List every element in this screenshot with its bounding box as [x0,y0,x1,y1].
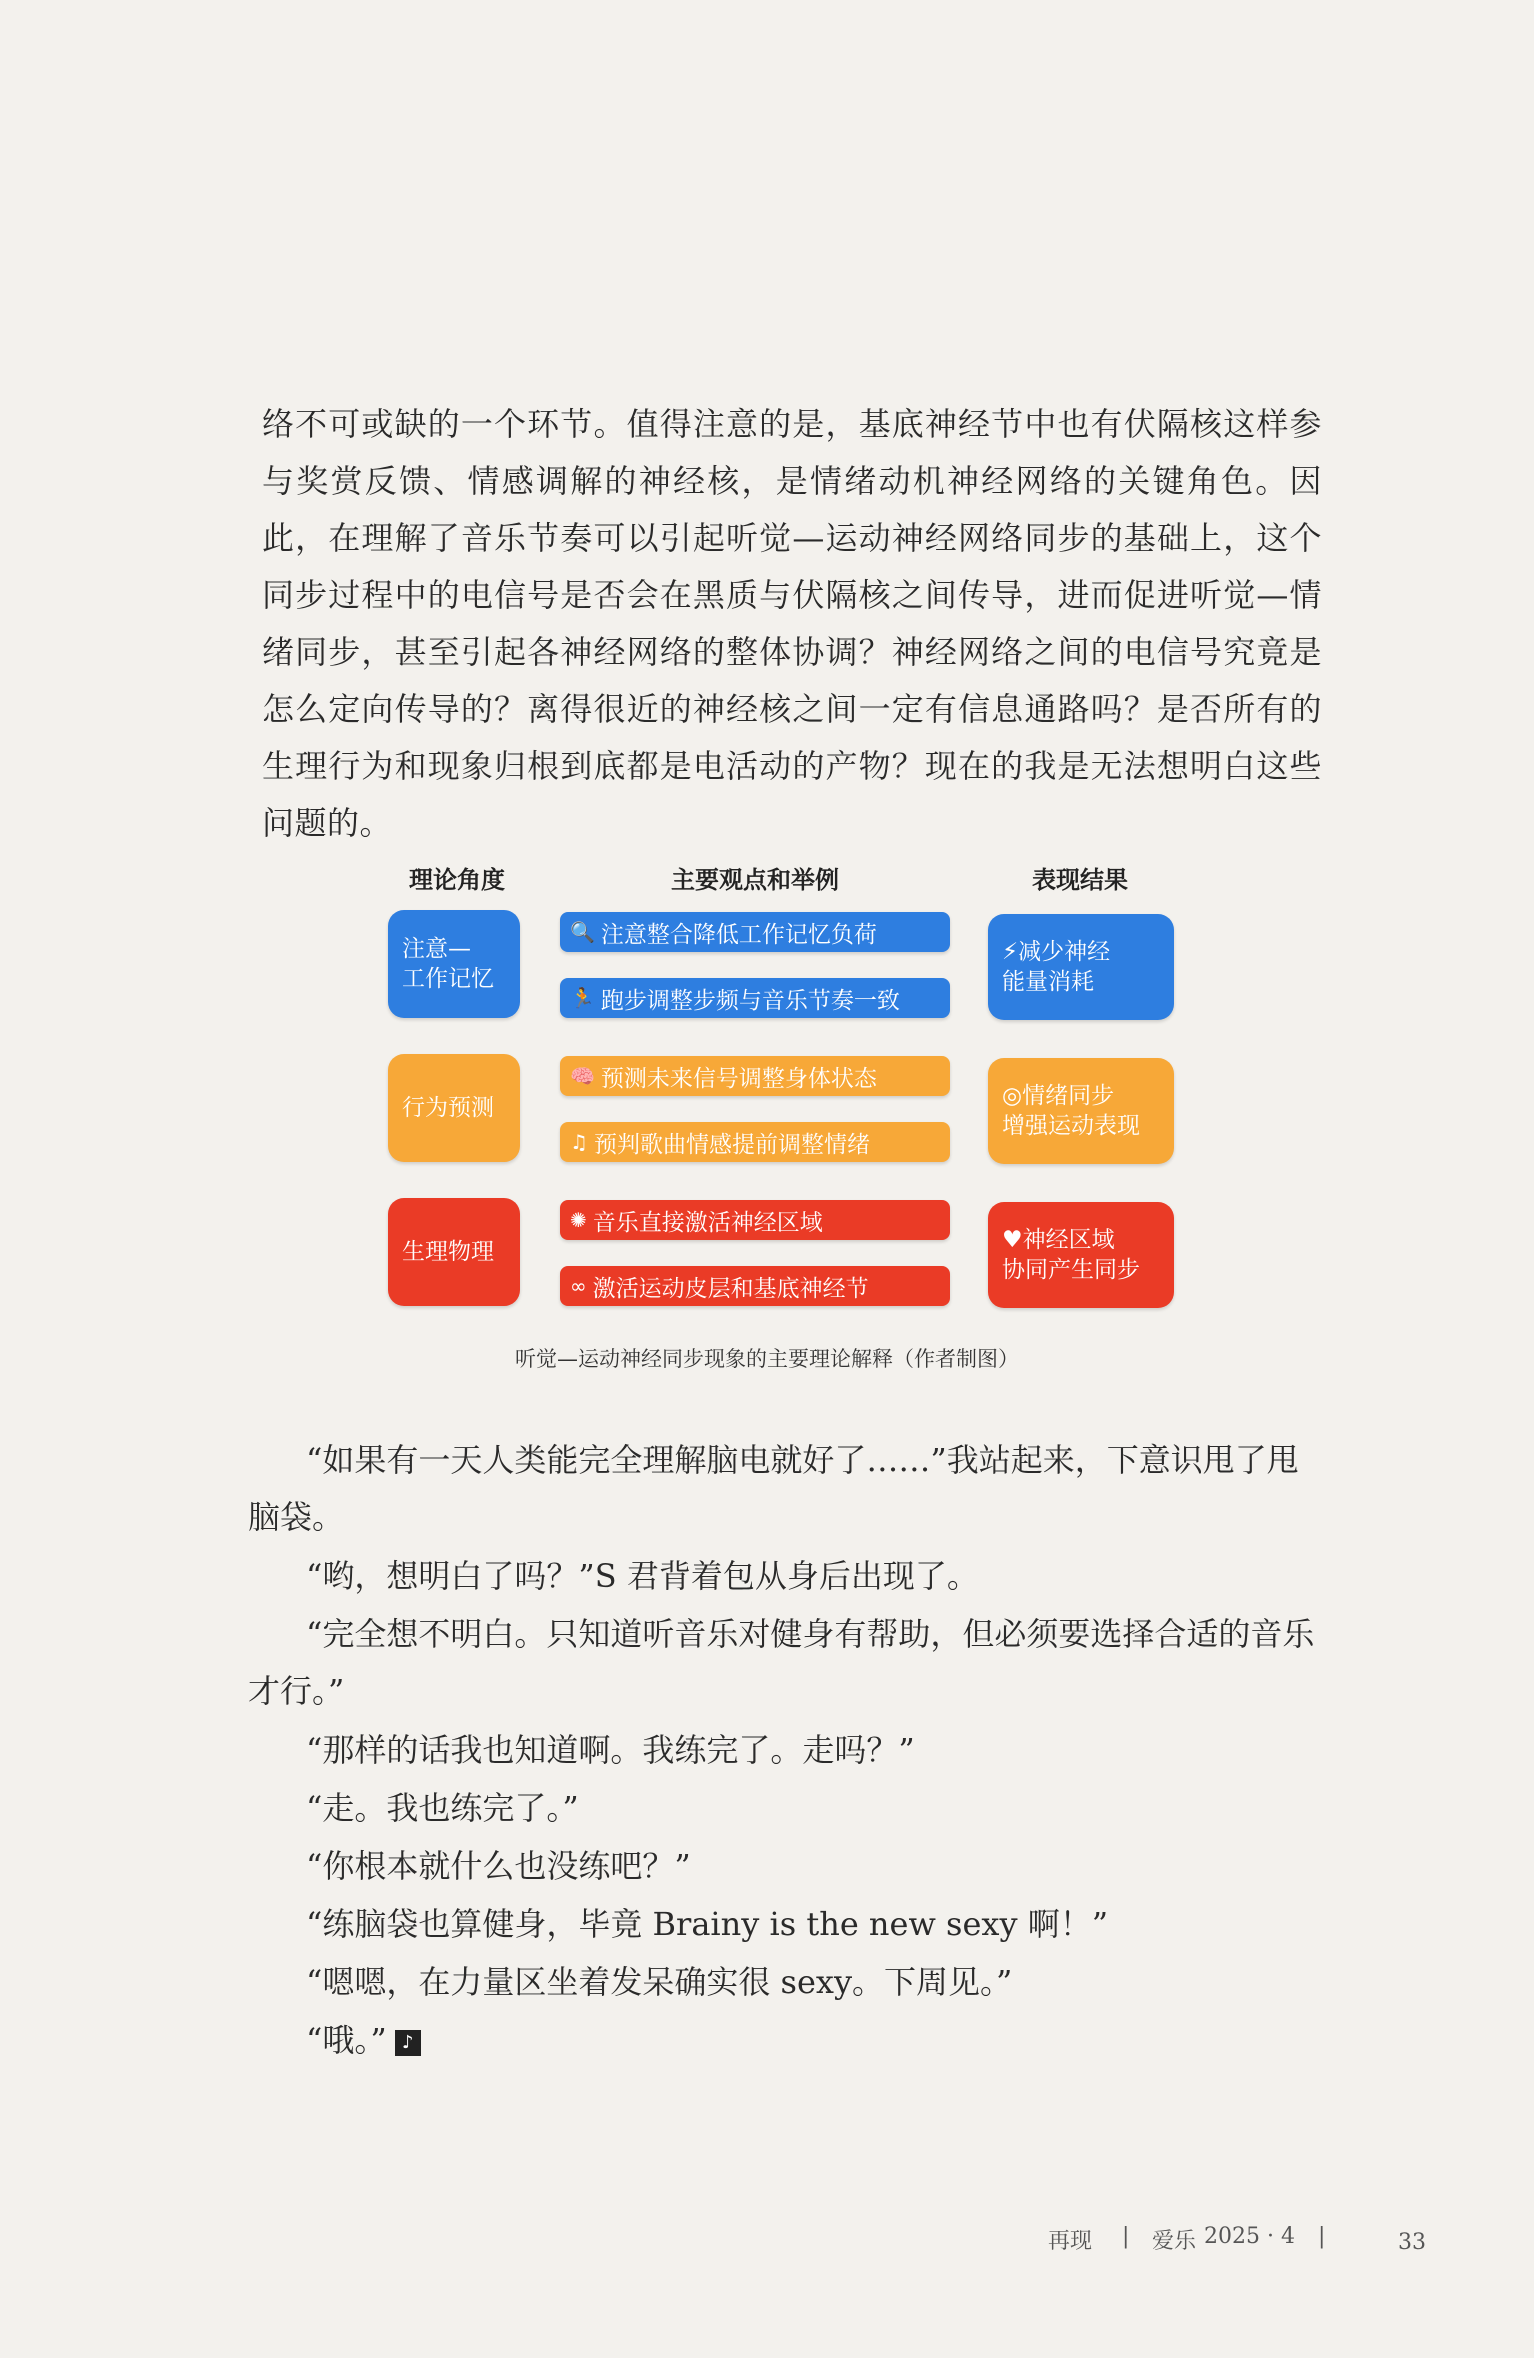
footer-divider: | [1318,2224,1326,2249]
dialogue-line: “你根本就什么也没练吧？” [306,1847,691,1885]
neuron-icon: ✺ [570,1208,587,1232]
dialogue-line: “如果有一天人类能完全理解脑电就好了……”我站起来，下意识甩了甩脑袋。 [248,1441,1299,1536]
footer-section: 再现 [1048,2229,1093,2254]
result-box-sync [988,1202,1174,1308]
point-text: 注意整合降低工作记忆负荷 [600,921,877,948]
magnifier-icon: 🔍 [570,920,595,944]
header-theory: 理论角度 [409,866,505,894]
result-box-emotion [988,1058,1174,1164]
header-results: 表现结果 [1032,866,1128,894]
theory-line: 行为预测 [402,1095,494,1121]
point-activate-regions [560,1200,950,1240]
figure-caption: 听觉—运动神经同步现象的主要理论解释（作者制图） [515,1347,1019,1371]
point-text: 激活运动皮层和基底神经节 [592,1275,869,1302]
theory-line: 工作记忆 [402,966,494,992]
heart-icon: ♥ [1002,1227,1023,1253]
theory-box-prediction [388,1054,520,1162]
music-note-icon: ♫ [570,1130,588,1154]
dialogue-line: “走。我也练完了。” [306,1789,579,1827]
point-activate-cortex [560,1266,950,1306]
point-text: 音乐直接激活神经区域 [592,1209,823,1236]
point-running-cadence [560,978,950,1018]
dialogue-line: “那样的话我也知道啊。我练完了。走吗？” [306,1731,915,1769]
result-line: 情绪同步 [1022,1083,1115,1109]
theory-line: 生理物理 [402,1239,494,1265]
dialogue-text: “哦。” [306,2021,387,2059]
result-line: 神经区域 [1022,1227,1115,1253]
body-paragraph: 络不可或缺的一个环节。值得注意的是，基底神经节中也有伏隔核这样参与奖赏反馈、情感调解的神经核，是情绪动机神经网络的关键角色。因此，在理解了音乐节奏可以引起听觉—运动神经网络同步的基础上，这个同步过程中的电信号是否会在黑质与伏隔核之间传导，进而促进听觉—情绪同步，甚至引起各神经网络的整体协调？神经网络之间的电信号究竟是怎么定向传导的？离得很近的神经核之间一定有信息通路吗？是否所有的生理行为和现象归根到底都是电活动的产物？现在的我是无法想明白这些问题的。 [262,405,1322,842]
brain-icon: 🧠 [570,1064,595,1088]
footer-issue: 2025 · 4 [1204,2224,1295,2249]
end-mark-icon: ♪ [395,2030,421,2056]
result-line: 协同产生同步 [1002,1257,1140,1283]
dialogue-line: “完全想不明白。只知道听音乐对健身有帮助，但必须要选择合适的音乐才行。” [248,1615,1315,1710]
point-text: 预测未来信号调整身体状态 [600,1065,877,1092]
point-text: 预判歌曲情感提前调整情绪 [593,1131,870,1158]
point-attention-integration [560,912,950,952]
result-box-energy [988,914,1174,1020]
header-points: 主要观点和举例 [671,866,839,894]
footer-magazine: 爱乐 [1152,2229,1197,2254]
dialogue-line: “练脑袋也算健身，毕竟 Brainy is the new sexy 啊！” [306,1905,1109,1943]
dna-icon: ∞ [570,1274,587,1298]
dialogue-line: “哟，想明白了吗？”S 君背着包从身后出现了。 [306,1557,979,1595]
result-line: 能量消耗 [1002,969,1094,995]
result-line: 减少神经 [1018,939,1111,965]
dialogue-line-last [248,2012,1326,2069]
point-predict-signal [560,1056,950,1096]
dialogue-line: “嗯嗯，在力量区坐着发呆确实很 sexy。下周见。” [306,1963,1013,2001]
result-line: 增强运动表现 [1002,1113,1140,1139]
point-text: 跑步调整步频与音乐节奏一致 [600,987,900,1014]
page-number: 33 [1398,2230,1426,2255]
theory-box-physiology [388,1198,520,1306]
theory-box-attention [388,910,520,1018]
lightning-icon: ⚡ [1002,939,1019,965]
theory-line: 注意— [402,936,471,962]
target-icon: ◎ [1002,1083,1023,1109]
point-predict-emotion [560,1122,950,1162]
footer-divider: | [1122,2224,1130,2249]
runner-icon: 🏃 [570,986,595,1010]
